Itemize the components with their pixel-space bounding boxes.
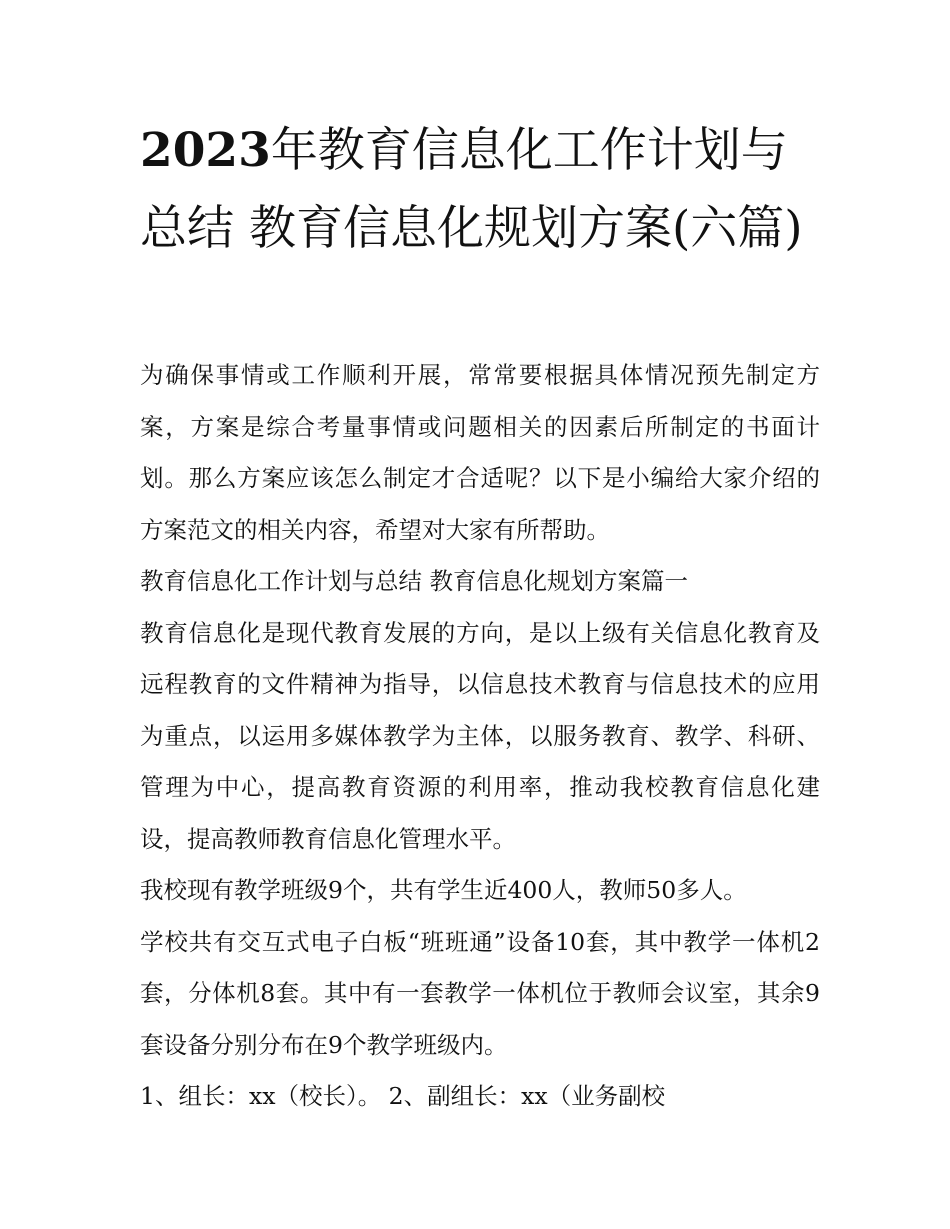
document-title — [140, 112, 830, 268]
section-heading: 教育信息化工作计划与总结 教育信息化规划方案篇一 — [140, 567, 688, 595]
body-paragraph: 我校现有教学班级9个，共有学生近400人，教师50多人。 — [140, 876, 747, 904]
intro-paragraph: 为确保事情或工作顺利开展，常常要根据具体情况预先制定方案，方案是综合考量事情或问题相关的因素后所制定的书面计划。那么方案应该怎么制定才合适呢？以下是小编给大家介绍的方案范文的相关内容，希望对大家有所帮助。 — [140, 361, 820, 544]
title-year: 2023 — [140, 123, 271, 178]
body-paragraph: 1、组长：xx（校长）。 2、副组长：xx（业务副校 — [140, 1082, 666, 1110]
body-paragraph: 教育信息化是现代教育发展的方向，是以上级有关信息化教育及远程教育的文件精神为指导，以信息技术教育与信息技术的应用为重点，以运用多媒体教学为主体，以服务教育、教学、科研、管理为中心，提高教育资源的利用率，推动我校教育信息化建设，提高教师教育信息化管理水平。 — [140, 618, 820, 853]
body-paragraph: 学校共有交互式电子白板“班班通”设备10套，其中教学一体机2套，分体机8套。其中有一套教学一体机位于教师会议室，其余9套设备分别分布在9个教学班级内。 — [140, 927, 820, 1059]
title-text: 年教育信息化工作计划与总结 教育信息化规划方案(六篇) — [140, 123, 803, 256]
document-body — [140, 350, 820, 1123]
